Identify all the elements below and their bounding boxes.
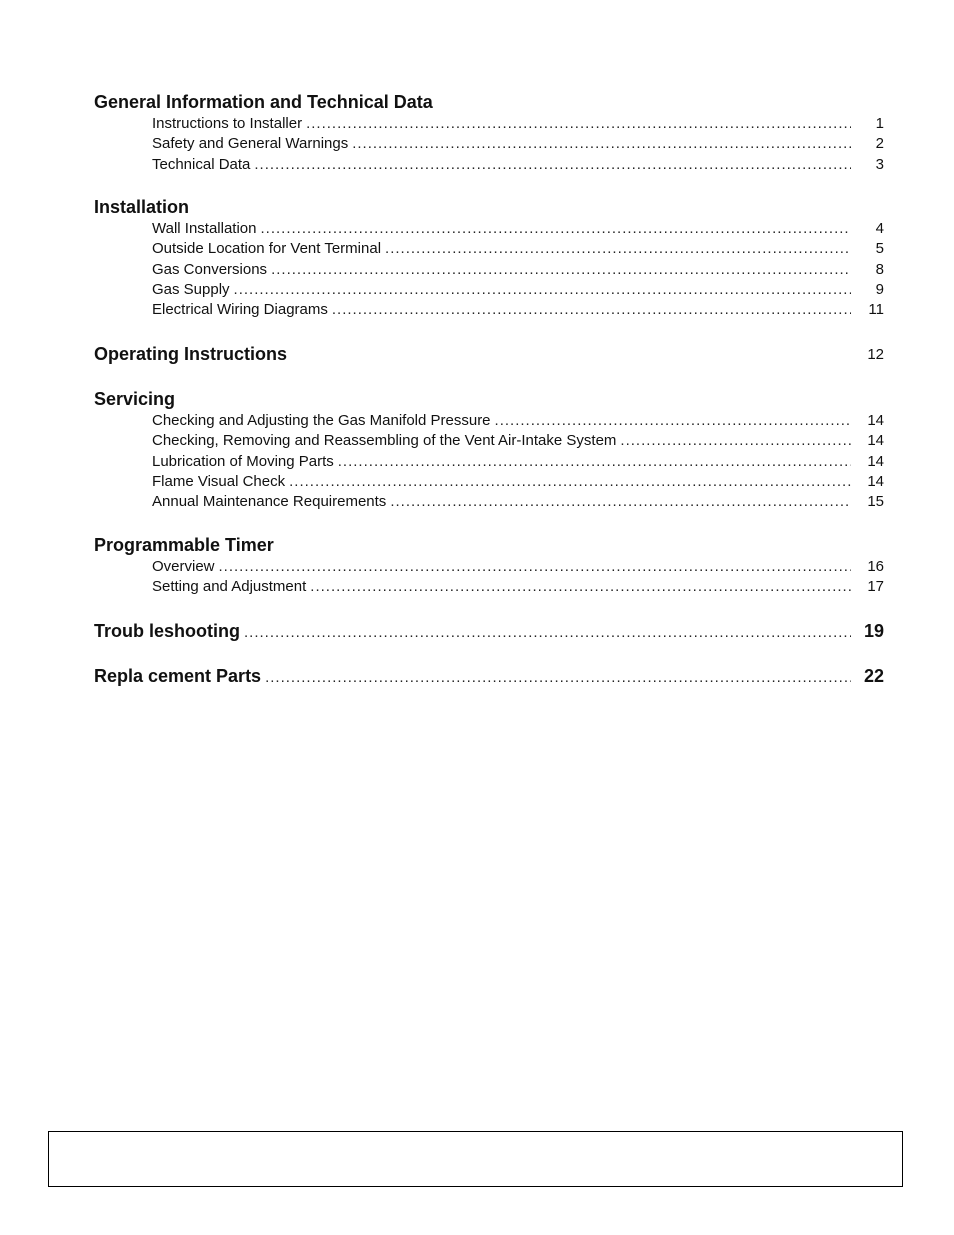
section-title: Repla cement Parts [94, 666, 262, 686]
section-title-row [94, 665, 886, 687]
entry-title: Gas Conversions [152, 260, 268, 278]
dot-leader [332, 300, 851, 320]
section-page: 12 [867, 346, 884, 363]
entry-title: Flame Visual Check [152, 472, 286, 490]
entry-page: 14 [867, 472, 884, 490]
footer-box [48, 1131, 903, 1187]
dot-leader [495, 411, 851, 431]
entry-page: 16 [867, 558, 884, 575]
toc-entry[interactable] [152, 411, 886, 431]
toc-section-operating[interactable] [94, 343, 886, 365]
section-title: Installation [94, 197, 190, 217]
entry-list [152, 219, 886, 320]
entry-list [152, 114, 886, 175]
dot-leader [352, 134, 851, 154]
entry-page: 11 [868, 301, 884, 319]
dot-leader [310, 577, 851, 597]
toc-entry[interactable] [152, 300, 886, 320]
dot-leader [261, 219, 852, 239]
section-page: 22 [863, 666, 884, 686]
toc-section-replacement-parts[interactable] [94, 665, 886, 687]
entry-title: Checking and Adjusting the Gas Manifold Pressure [152, 412, 491, 429]
entry-page: 14 [867, 452, 884, 470]
dot-leader [289, 472, 851, 492]
toc-entry[interactable] [152, 219, 886, 239]
toc-entry[interactable] [152, 557, 886, 577]
entry-page: 1 [875, 115, 884, 132]
toc-entry[interactable] [152, 239, 886, 259]
section-title: Operating Instructions [94, 344, 288, 364]
entry-title: Overview [152, 558, 215, 575]
section-title: Troub leshooting [94, 621, 240, 641]
entry-title: Safety and General Warnings [152, 135, 349, 153]
entry-page: 5 [875, 240, 884, 258]
dot-leader [265, 667, 851, 689]
entry-title: Technical Data [152, 155, 251, 173]
entry-page: 2 [875, 135, 884, 153]
entry-title: Gas Supply [152, 280, 230, 298]
dot-leader [271, 260, 851, 280]
toc-entry[interactable] [152, 577, 886, 597]
section-title-row [94, 620, 886, 642]
toc-entry[interactable] [152, 431, 886, 451]
dot-leader [244, 622, 851, 644]
toc-section-timer [94, 534, 886, 598]
entry-page: 17 [867, 578, 884, 596]
entry-page: 14 [867, 432, 884, 450]
entry-list [152, 411, 886, 512]
entry-title: Setting and Adjustment [152, 578, 307, 596]
entry-page: 14 [867, 412, 884, 429]
section-title: Programmable Timer [94, 535, 274, 555]
entry-title: Annual Maintenance Requirements [152, 493, 387, 511]
toc-section-general [94, 91, 886, 175]
entry-page: 3 [875, 155, 884, 173]
toc-entry[interactable] [152, 472, 886, 492]
entry-page: 4 [875, 220, 884, 237]
entry-title: Outside Location for Vent Terminal [152, 240, 382, 258]
entry-title: Electrical Wiring Diagrams [152, 301, 328, 319]
dot-leader [306, 114, 851, 134]
toc-entry[interactable] [152, 260, 886, 280]
entry-page: 9 [875, 280, 884, 298]
toc-entry[interactable] [152, 114, 886, 134]
toc-section-troubleshooting[interactable] [94, 620, 886, 642]
dot-leader [385, 239, 851, 259]
dot-leader [234, 280, 851, 300]
toc-entry[interactable] [152, 492, 886, 512]
entry-title: Lubrication of Moving Parts [152, 452, 334, 470]
entry-title: Instructions to Installer [152, 115, 303, 132]
toc-entry[interactable] [152, 280, 886, 300]
dot-leader [620, 431, 851, 451]
dot-leader [338, 452, 851, 472]
section-page: 19 [863, 621, 884, 641]
toc-entry[interactable] [152, 155, 886, 175]
section-title: General Information and Technical Data [94, 92, 433, 112]
dot-leader [390, 492, 851, 512]
toc-entry[interactable] [152, 452, 886, 472]
dot-leader [254, 155, 851, 175]
entry-title: Wall Installation [152, 220, 257, 237]
entry-list [152, 557, 886, 598]
entry-page: 15 [867, 493, 884, 511]
section-title: Servicing [94, 389, 176, 409]
dot-leader [219, 557, 851, 577]
entry-page: 8 [875, 260, 884, 278]
toc-entry[interactable] [152, 134, 886, 154]
toc-section-servicing [94, 388, 886, 512]
entry-title: Checking, Removing and Reassembling of the Vent Air-Intake System [152, 432, 617, 450]
toc-section-installation [94, 196, 886, 320]
